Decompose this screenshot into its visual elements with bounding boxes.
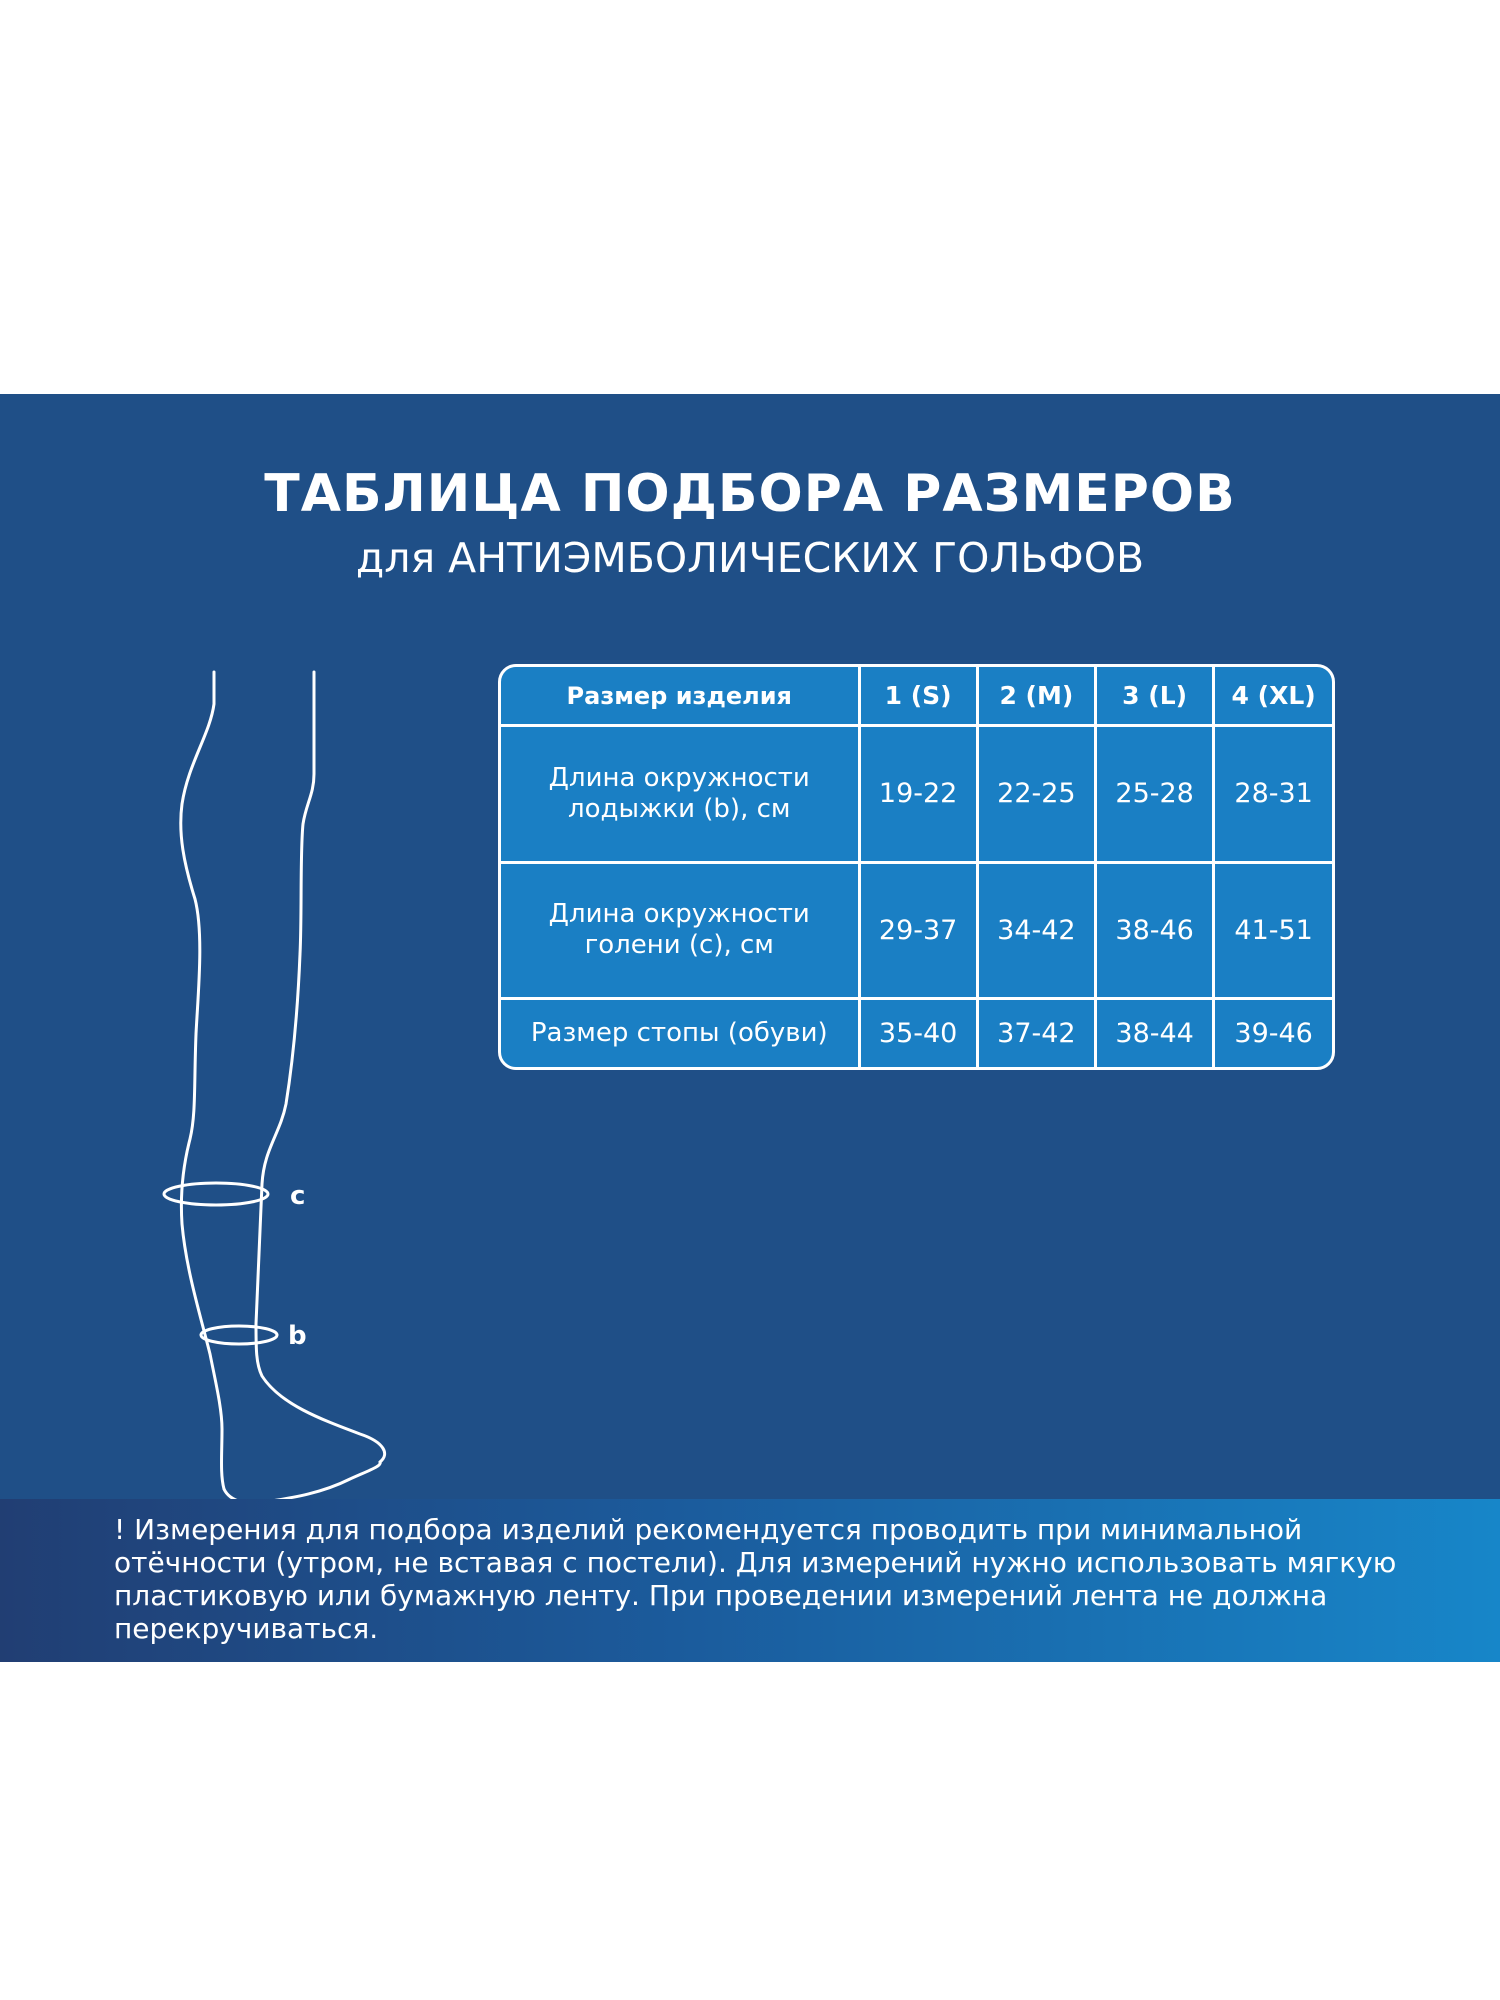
size-table xyxy=(498,664,1335,1070)
row-label-line: Размер стопы (обуви) xyxy=(530,1018,828,1049)
leg-front-outline xyxy=(256,672,385,1462)
table-cell: 37-42 xyxy=(977,999,1095,1067)
table-cell: 35-40 xyxy=(859,999,977,1067)
table-cell: 28-31 xyxy=(1214,726,1332,863)
table-cell: 39-46 xyxy=(1214,999,1332,1067)
table-row xyxy=(501,862,1332,999)
column-header: 1 (S) xyxy=(859,667,977,726)
table-cell: 22-25 xyxy=(977,726,1095,863)
leg-diagram xyxy=(0,394,500,1662)
marker-b-label: b xyxy=(288,1321,307,1351)
column-header: Размер изделия xyxy=(501,667,859,726)
table-row xyxy=(501,999,1332,1067)
table-cell: 29-37 xyxy=(859,862,977,999)
table-row xyxy=(501,726,1332,863)
column-header: 2 (M) xyxy=(977,667,1095,726)
marker-c-label: c xyxy=(290,1181,306,1211)
column-header: 4 (XL) xyxy=(1214,667,1332,726)
table-cell: 38-44 xyxy=(1096,999,1214,1067)
table-cell: 38-46 xyxy=(1096,862,1214,999)
row-label xyxy=(501,862,859,999)
foot-sole xyxy=(224,1462,380,1503)
row-label-line: Длина окружности xyxy=(548,762,810,793)
row-label-line: голени (c), см xyxy=(584,930,774,961)
table-cell: 34-42 xyxy=(977,862,1095,999)
table-header-row xyxy=(501,667,1332,726)
table-cell: 41-51 xyxy=(1214,862,1332,999)
column-header: 3 (L) xyxy=(1096,667,1214,726)
measure-ring-b xyxy=(201,1326,277,1344)
page-title: ТАБЛИЦА ПОДБОРА РАЗМЕРОВ xyxy=(264,464,1236,524)
size-chart-panel xyxy=(0,394,1500,1662)
table-cell: 19-22 xyxy=(859,726,977,863)
table-cell: 25-28 xyxy=(1096,726,1214,863)
row-label-line: Длина окружности xyxy=(548,899,810,930)
row-label-line: лодыжки (b), см xyxy=(567,793,791,824)
measurement-note-bar xyxy=(0,1499,1500,1662)
row-label xyxy=(501,726,859,863)
leg-back-outline xyxy=(181,672,224,1489)
measure-ring-c xyxy=(164,1183,268,1205)
measurement-note: ! Измерения для подбора изделий рекомендуется проводить при минимальной отёчности (утром, не вставая с постели). Для измерений нужно использовать мягкую пластиковую или бумажную ленту. При проведении измерений лента не должна перекручиваться. xyxy=(114,1513,1397,1645)
page-subtitle: для АНТИЭМБОЛИЧЕСКИХ ГОЛЬФОВ xyxy=(355,534,1145,582)
row-label xyxy=(501,999,859,1067)
